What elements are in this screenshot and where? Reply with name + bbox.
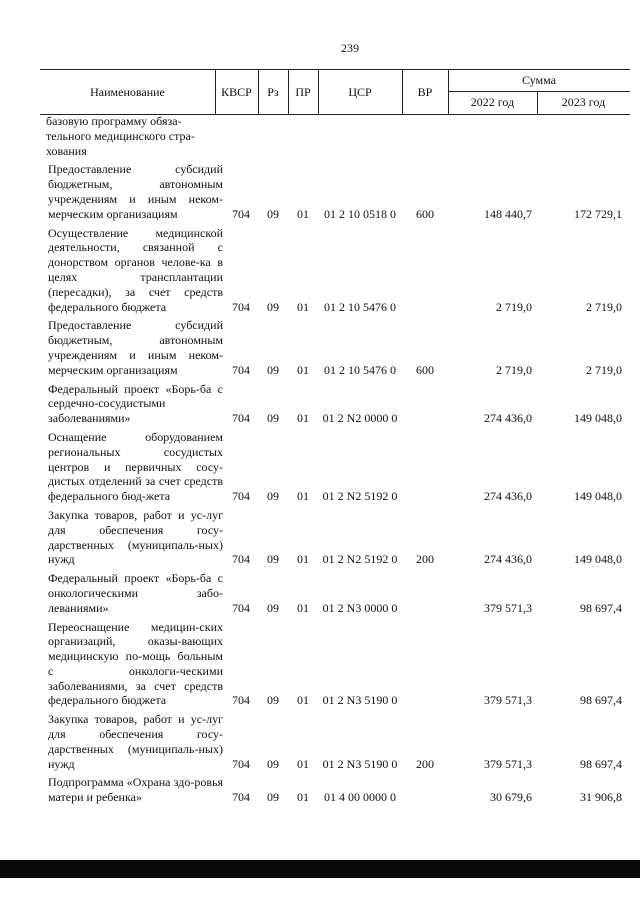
row-kvsr: 704 xyxy=(232,362,250,377)
row-sum-2022: 2 719,0 xyxy=(496,299,532,314)
row-csr: 01 2 N3 0000 0 xyxy=(322,600,398,615)
row-kvsr: 704 xyxy=(232,552,250,567)
row-kvsr: 704 xyxy=(232,790,250,805)
row-csr: 01 4 00 0000 0 xyxy=(324,790,396,805)
row-kvsr: 704 xyxy=(232,600,250,615)
row-csr: 01 2 10 5476 0 xyxy=(324,362,396,377)
header-vr: ВР xyxy=(417,84,433,99)
row-sum-2023: 31 906,8 xyxy=(580,790,622,805)
row-sum-2023: 98 697,4 xyxy=(580,756,622,771)
table-row xyxy=(40,318,630,377)
row-csr: 01 2 10 5476 0 xyxy=(324,299,396,314)
row-csr: 01 2 N3 5190 0 xyxy=(322,756,398,771)
row-sum-2022: 379 571,3 xyxy=(484,756,532,771)
row-pr: 01 xyxy=(297,790,309,805)
row-pr: 01 xyxy=(297,206,309,221)
table-row xyxy=(40,226,630,315)
page-number: 239 xyxy=(341,41,359,55)
row-name: Осуществление медицинской деятельности, связанной с донорством органов челове-ка в целях трансплантации (пересадки), за счет средств федерального бюджета xyxy=(48,225,223,314)
row-sum-2023: 2 719,0 xyxy=(586,362,622,377)
row-pr: 01 xyxy=(297,693,309,708)
header-rz: Рз xyxy=(267,84,279,99)
row-csr: 01 2 10 0518 0 xyxy=(324,206,396,221)
row-sum-2023: 172 729,1 xyxy=(574,206,622,221)
table-header xyxy=(40,69,630,115)
row-vr: 600 xyxy=(416,362,434,377)
row-sum-2022: 274 436,0 xyxy=(484,411,532,426)
row-sum-2023: 149 048,0 xyxy=(574,489,622,504)
row-sum-2023: 149 048,0 xyxy=(574,552,622,567)
row-kvsr: 704 xyxy=(232,299,250,314)
table-row xyxy=(40,508,630,567)
table-row xyxy=(40,114,630,158)
header-year-2022: 2022 год xyxy=(470,95,515,109)
header-year-2023: 2023 год xyxy=(561,95,606,109)
row-name: Оснащение оборудованием региональных сосудистых центров и первичных сосу-дистых отделений за счет средств федерального бюд-жета xyxy=(48,429,223,504)
row-name: Предоставление субсидий бюджетным, автономным учреждениям и иным неком-мерческим организациям xyxy=(48,162,223,221)
table-row xyxy=(40,382,630,426)
row-sum-2023: 2 719,0 xyxy=(586,299,622,314)
row-pr: 01 xyxy=(297,489,309,504)
row-csr: 01 2 N3 5190 0 xyxy=(322,693,398,708)
row-sum-2022: 379 571,3 xyxy=(484,693,532,708)
row-pr: 01 xyxy=(297,299,309,314)
row-csr: 01 2 N2 5192 0 xyxy=(322,552,398,567)
row-rz: 09 xyxy=(267,790,279,805)
row-sum-2022: 2 719,0 xyxy=(496,362,532,377)
row-sum-2023: 149 048,0 xyxy=(574,411,622,426)
row-name: Федеральный проект «Борь-ба с онкологическими забо-леваниями» xyxy=(48,571,223,615)
row-sum-2022: 274 436,0 xyxy=(484,552,532,567)
row-rz: 09 xyxy=(267,489,279,504)
row-pr: 01 xyxy=(297,756,309,771)
header-name: Наименование xyxy=(90,84,165,99)
row-kvsr: 704 xyxy=(232,756,250,771)
row-pr: 01 xyxy=(297,411,309,426)
row-sum-2022: 274 436,0 xyxy=(484,489,532,504)
row-csr: 01 2 N2 0000 0 xyxy=(322,411,398,426)
header-pr: ПР xyxy=(295,84,311,99)
row-csr: 01 2 N2 5192 0 xyxy=(322,489,398,504)
row-rz: 09 xyxy=(267,299,279,314)
row-sum-2022: 379 571,3 xyxy=(484,600,532,615)
table-row xyxy=(40,775,630,805)
row-rz: 09 xyxy=(267,600,279,615)
row-name: Закупка товаров, работ и ус-луг для обеспечения госу-дарственных (муниципаль-ных) нужд xyxy=(48,507,223,567)
row-sum-2023: 98 697,4 xyxy=(580,600,622,615)
row-rz: 09 xyxy=(267,552,279,567)
row-rz: 09 xyxy=(267,693,279,708)
row-name: Подпрограмма «Охрана здо-ровья матери и ребенка» xyxy=(48,775,223,805)
header-kvsr: КВСР xyxy=(221,84,252,99)
row-sum-2022: 148 440,7 xyxy=(484,206,532,221)
row-kvsr: 704 xyxy=(232,693,250,708)
table-row xyxy=(40,620,630,709)
row-rz: 09 xyxy=(267,756,279,771)
row-kvsr: 704 xyxy=(232,411,250,426)
table-row xyxy=(40,430,630,504)
row-vr: 200 xyxy=(416,552,434,567)
header-sum: Сумма xyxy=(522,73,556,87)
row-rz: 09 xyxy=(267,206,279,221)
scan-edge-bar xyxy=(0,860,640,878)
table-row xyxy=(40,162,630,221)
row-sum-2023: 98 697,4 xyxy=(580,693,622,708)
row-pr: 01 xyxy=(297,600,309,615)
row-name: Закупка товаров, работ и ус-луг для обеспечения госу-дарственных (муниципаль-ных) нужд xyxy=(48,712,223,771)
row-rz: 09 xyxy=(267,362,279,377)
row-rz: 09 xyxy=(267,411,279,426)
table-body xyxy=(40,114,630,809)
row-vr: 200 xyxy=(416,756,434,771)
row-kvsr: 704 xyxy=(232,206,250,221)
header-csr: ЦСР xyxy=(348,84,372,99)
row-vr: 600 xyxy=(416,206,434,221)
row-pr: 01 xyxy=(297,552,309,567)
row-sum-2022: 30 679,6 xyxy=(490,790,532,805)
table-row xyxy=(40,712,630,771)
row-name: базовую программу обяза-тельного медицинского стра-хования xyxy=(46,114,195,158)
row-kvsr: 704 xyxy=(232,489,250,504)
row-name: Федеральный проект «Борь-ба с сердечно-сосудистыми заболеваниями» xyxy=(48,381,223,426)
row-name: Предоставление субсидий бюджетным, автономным учреждениям и иным неком-мерческим организациям xyxy=(48,318,223,377)
row-pr: 01 xyxy=(297,362,309,377)
row-name: Переоснащение медицин-ских организаций, оказы-вающих медицинскую по-мощь больным с онкологи-ческими заболеваниями, за счет средств федерального бюджета xyxy=(48,619,223,708)
table-row xyxy=(40,571,630,615)
